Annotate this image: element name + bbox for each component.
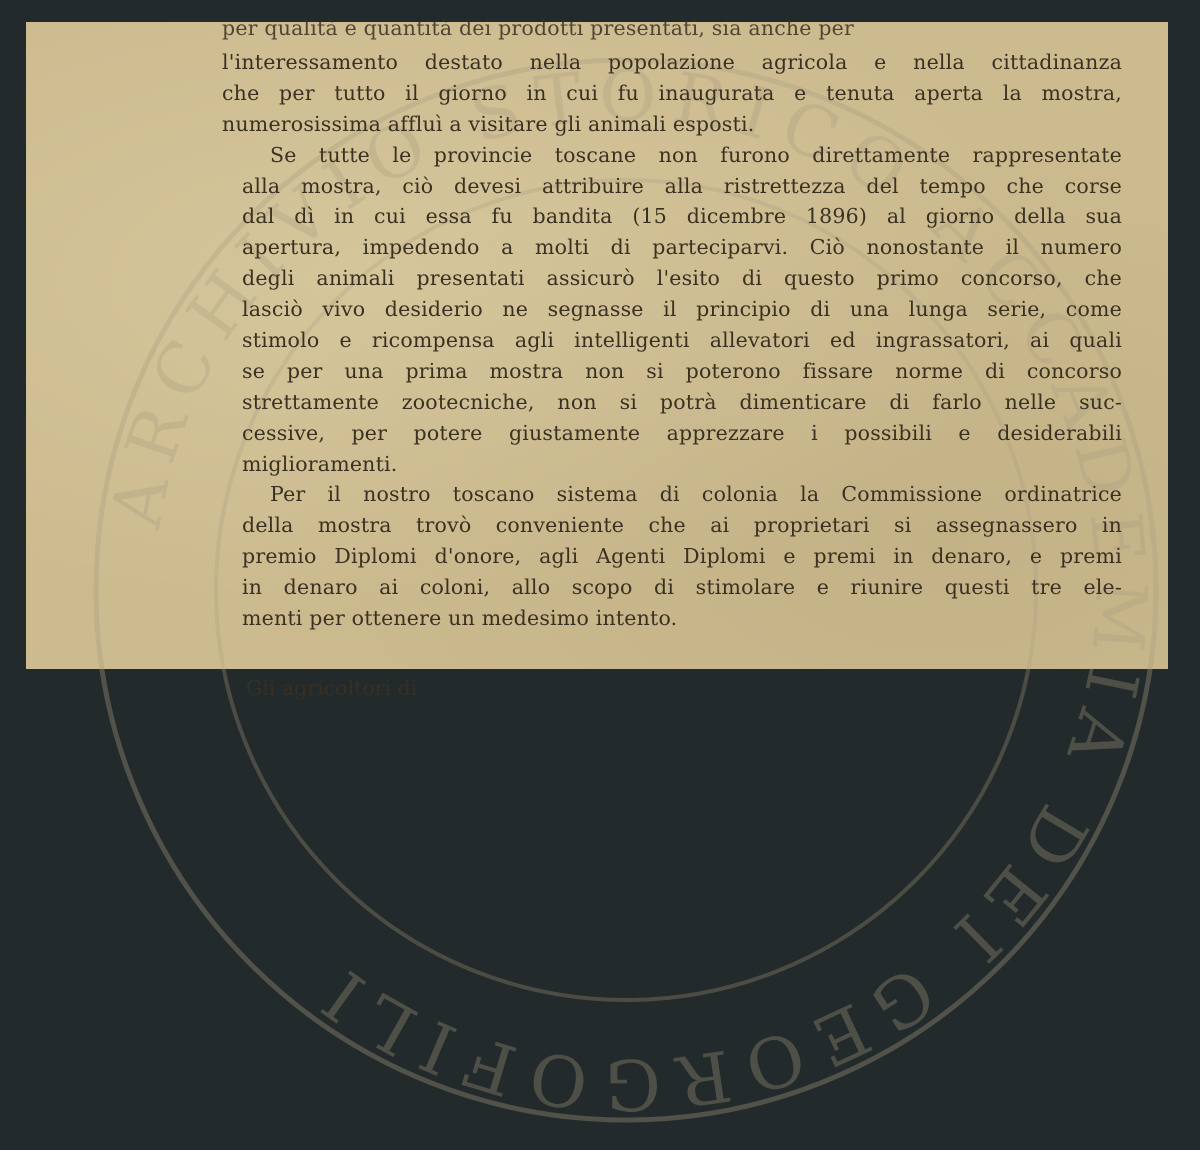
bottom-cut-line: Gli agricoltori di bbox=[246, 676, 418, 700]
paragraph-1 bbox=[222, 47, 1122, 140]
text-line: che per tutto il giorno in cui fu inaugurata e tenuta aperta la mostra, bbox=[222, 80, 1122, 105]
text-line: menti per ottenere un medesimo intento. bbox=[242, 606, 678, 631]
seal-text: ARCHIVIO STORICO ACCADEMIA DEI GEORGOFILI bbox=[94, 54, 1163, 1126]
text-line: stimolo e ricompensa agli intelligenti allevatori ed ingrassatori, ai quali bbox=[242, 328, 1122, 353]
text-line: se per una prima mostra non si poterono fissare norme di concorso bbox=[242, 358, 1122, 383]
text-line: dal dì in cui essa fu bandita (15 dicembre 1896) al giorno della sua bbox=[242, 204, 1122, 229]
text-line: Se tutte le provincie toscane non furono direttamente rappresentate bbox=[270, 142, 1122, 167]
text-line: miglioramenti. bbox=[242, 451, 398, 476]
paragraph-3 bbox=[242, 479, 1122, 633]
paragraph-2 bbox=[242, 140, 1122, 480]
text-line: premio Diplomi d'onore, agli Agenti Diplomi e premi in denaro, e premi bbox=[242, 544, 1122, 569]
text-line: della mostra trovò conveniente che ai proprietari si assegnassero in bbox=[242, 513, 1122, 538]
text-line: l'interessamento destato nella popolazione agricola e nella cittadinanza bbox=[222, 50, 1122, 74]
top-cut-line: per qualità e quantità dei prodotti presentati, sia anche per bbox=[222, 16, 855, 40]
text-line: Per il nostro toscano sistema di colonia la Commissione ordinatrice bbox=[270, 482, 1122, 507]
text-line: numerosissima affluì a visitare gli animali esposti. bbox=[222, 111, 755, 136]
text-line: strettamente zootecniche, non si potrà dimenticare di farlo nelle suc- bbox=[242, 389, 1122, 414]
text-line: alla mostra, ciò devesi attribuire alla ristrettezza del tempo che corse bbox=[242, 173, 1122, 198]
text-line: cessive, per potere giustamente apprezzare i possibili e desiderabili bbox=[242, 420, 1122, 445]
text-line: apertura, impedendo a molti di parteciparvi. Ciò nonostante il numero bbox=[242, 235, 1122, 260]
text-line: lasciò vivo desiderio ne segnasse il principio di una lunga serie, come bbox=[242, 297, 1122, 322]
text-line: degli animali presentati assicurò l'esito di questo primo concorso, che bbox=[242, 266, 1122, 291]
text-line: in denaro ai coloni, allo scopo di stimolare e riunire questi tre ele- bbox=[242, 575, 1122, 600]
newspaper-clipping bbox=[26, 16, 1168, 1126]
article-text bbox=[222, 16, 1122, 634]
